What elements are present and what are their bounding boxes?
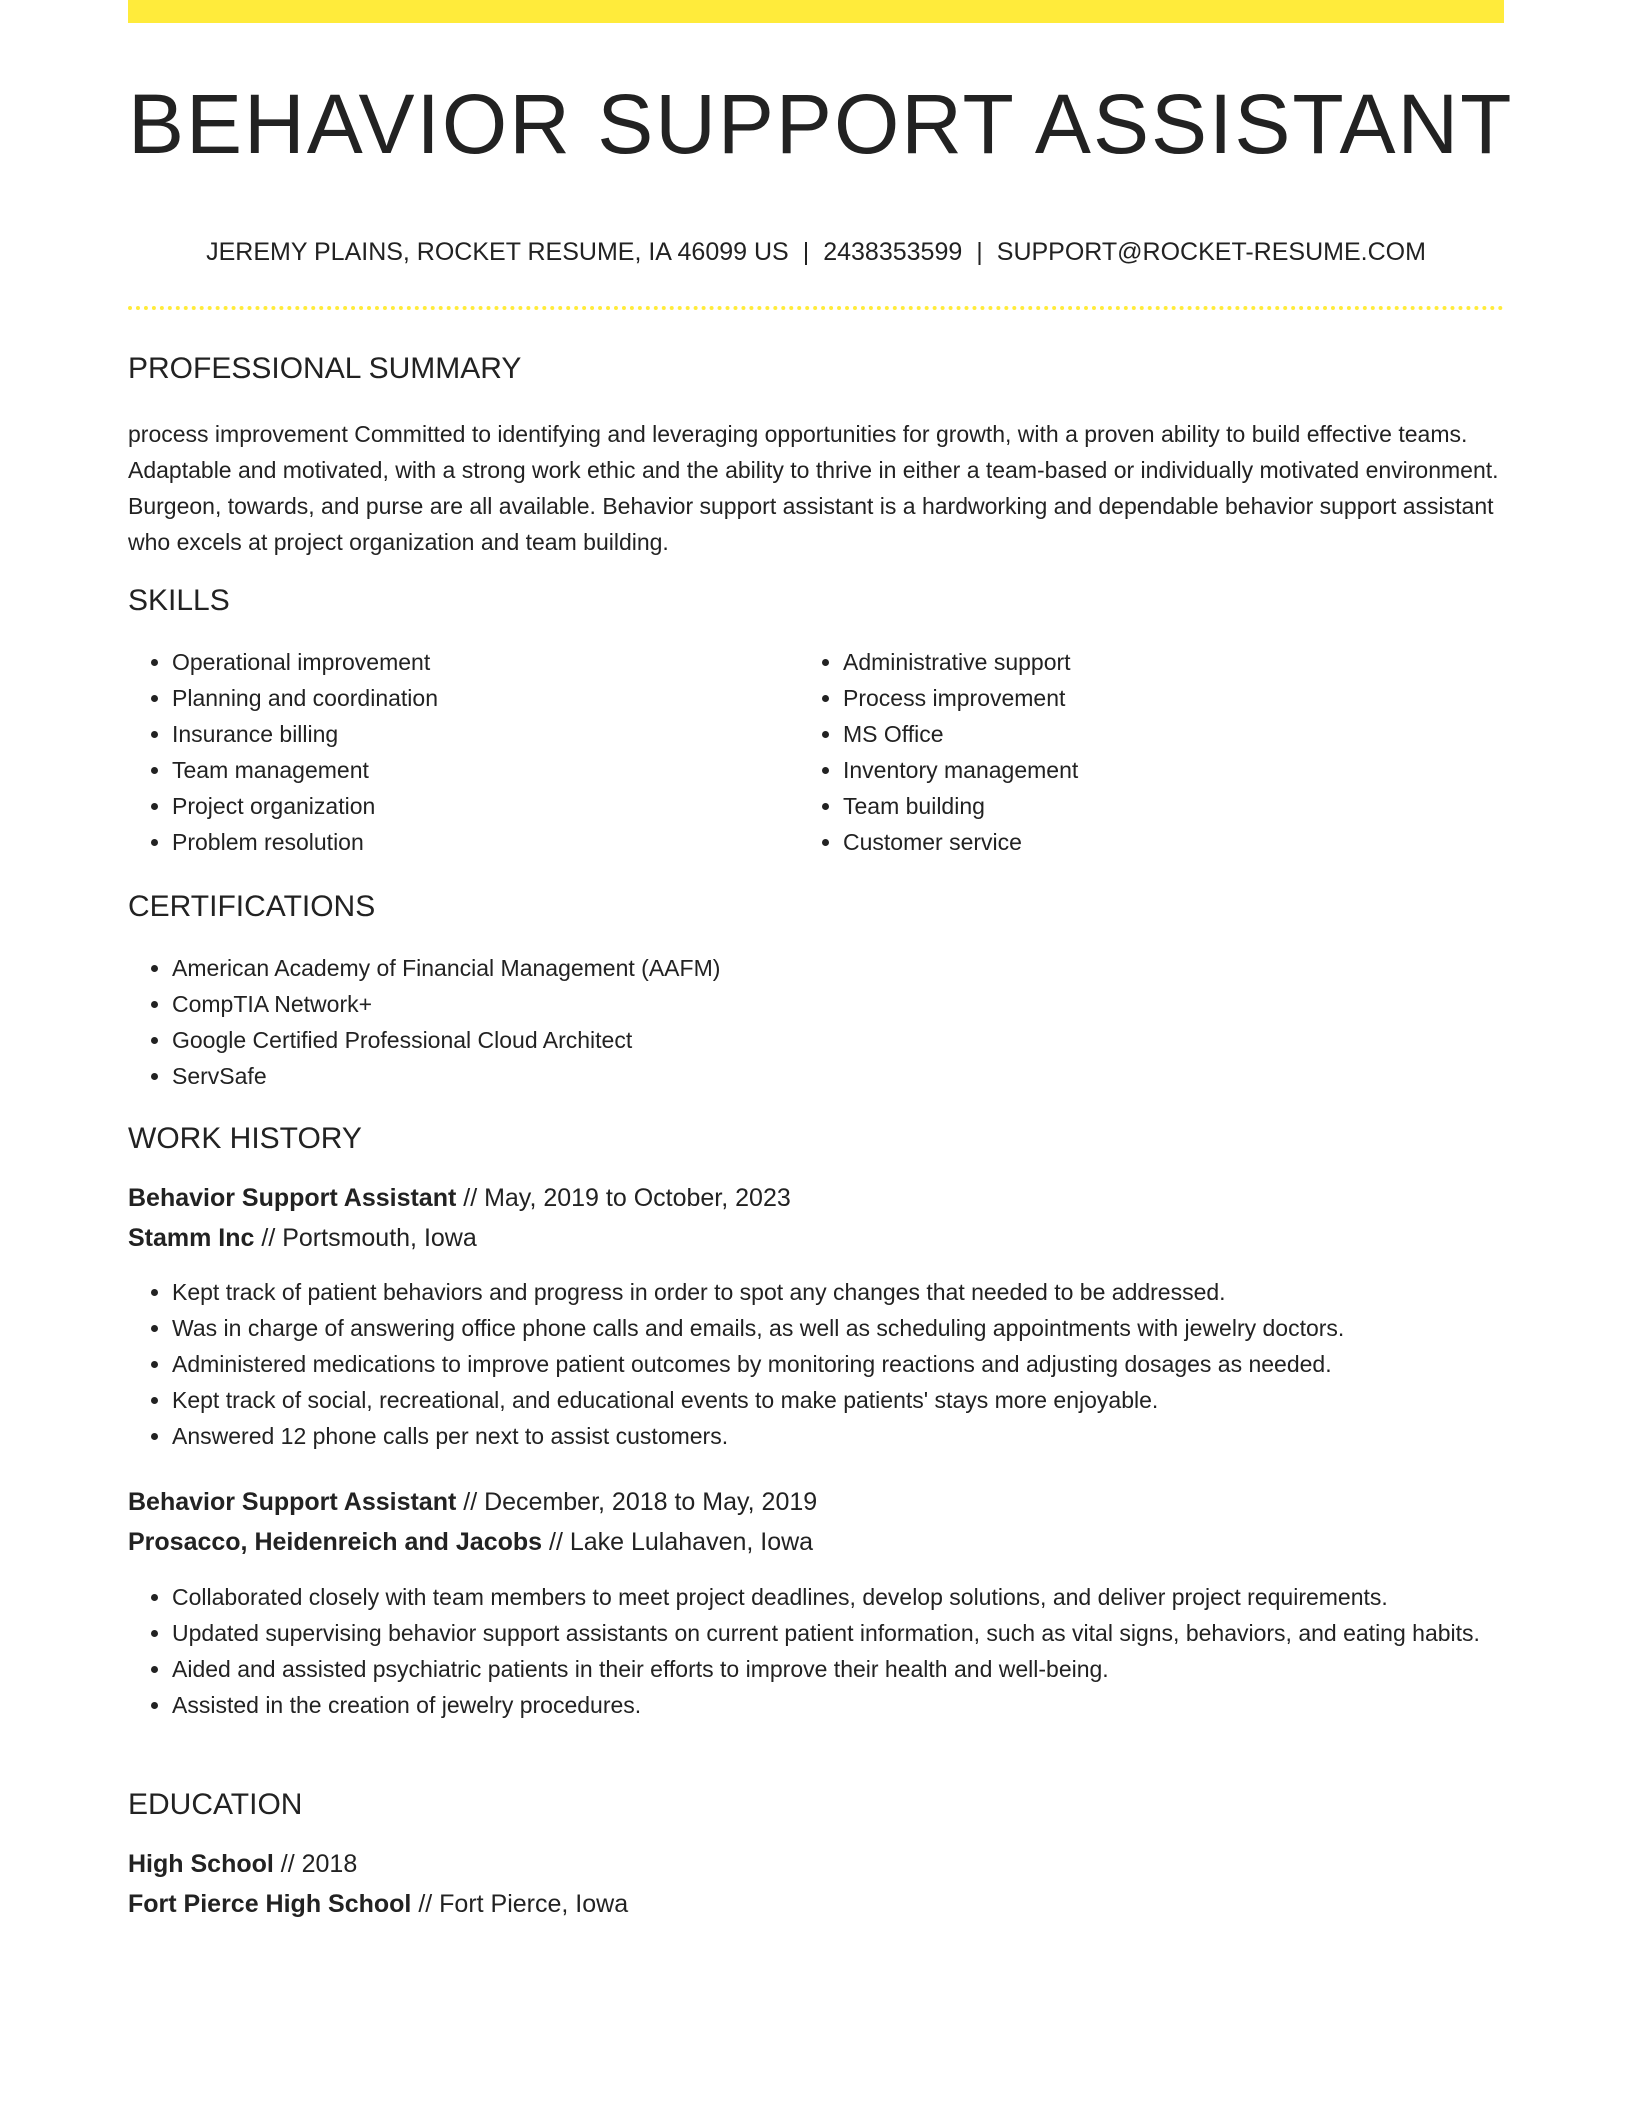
- work-history-heading: WORK HISTORY: [128, 1122, 362, 1155]
- contact-line: [128, 238, 1504, 267]
- education-year: // 2018: [273, 1850, 358, 1878]
- contact-separator: |: [802, 238, 810, 266]
- summary-heading: PROFESSIONAL SUMMARY: [128, 352, 522, 385]
- job-company-line: [128, 1224, 477, 1253]
- list-item: • Customer service: [843, 824, 1078, 860]
- education-heading: EDUCATION: [128, 1788, 303, 1821]
- list-item: • American Academy of Financial Management (AAFM): [172, 950, 720, 986]
- list-item: • Collaborated closely with team members to meet project deadlines, develop solutions, and deliver project requirements.: [172, 1579, 1504, 1615]
- list-item: • Kept track of social, recreational, and educational events to make patients' stays more enjoyable.: [172, 1382, 1344, 1418]
- list-item: • Assisted in the creation of jewelry procedures.: [172, 1687, 1504, 1723]
- list-item: • Insurance billing: [172, 716, 438, 752]
- contact-address: JEREMY PLAINS, ROCKET RESUME, IA 46099 US: [206, 238, 789, 266]
- education-location: // Fort Pierce, Iowa: [411, 1890, 629, 1918]
- page-title: BEHAVIOR SUPPORT ASSISTANT: [128, 77, 1514, 171]
- job-location: // Lake Lulahaven, Iowa: [542, 1528, 814, 1556]
- education-school-line: [128, 1890, 628, 1919]
- list-item: • Answered 12 phone calls per next to assist customers.: [172, 1418, 1344, 1454]
- contact-email: SUPPORT@ROCKET-RESUME.COM: [996, 238, 1426, 266]
- certifications-heading: CERTIFICATIONS: [128, 890, 376, 923]
- list-item: • Operational improvement: [172, 644, 438, 680]
- list-item: • Process improvement: [843, 680, 1078, 716]
- list-item: • Google Certified Professional Cloud Architect: [172, 1022, 720, 1058]
- list-item: • Administered medications to improve patient outcomes by monitoring reactions and adjusting dosages as needed.: [172, 1346, 1344, 1382]
- skills-list-right: [799, 644, 1078, 860]
- list-item: • ServSafe: [172, 1058, 720, 1094]
- skills-heading: SKILLS: [128, 584, 230, 617]
- contact-separator: |: [976, 238, 983, 266]
- dotted-divider: [128, 306, 1504, 310]
- job-company: Prosacco, Heidenreich and Jacobs: [128, 1528, 543, 1556]
- list-item: • Aided and assisted psychiatric patients in their efforts to improve their health and well-being.: [172, 1651, 1504, 1687]
- list-item: • MS Office: [843, 716, 1078, 752]
- list-item: • Was in charge of answering office phone calls and emails, as well as scheduling appointments with jewelry doctors.: [172, 1310, 1344, 1346]
- list-item: • Team building: [843, 788, 1078, 824]
- job-title-line: [128, 1184, 791, 1213]
- list-item: • Project organization: [172, 788, 438, 824]
- job-company: Stamm Inc: [128, 1224, 255, 1252]
- job-title: Behavior Support Assistant: [128, 1184, 457, 1212]
- education-school: Fort Pierce High School: [128, 1890, 412, 1918]
- education-degree: High School: [128, 1850, 274, 1878]
- job-title-line: [128, 1488, 817, 1517]
- list-item: • Inventory management: [843, 752, 1078, 788]
- job-bullets: [128, 1274, 1344, 1454]
- list-item: • Problem resolution: [172, 824, 438, 860]
- summary-text: process improvement Committed to identifying and leveraging opportunities for growth, with a proven ability to build effective teams. Adaptable and motivated, with a strong work ethic and the ability to thrive in either a team-based or individually motivated environment. Burgeon, towards, and purse are all available. Behavior support assistant is a hardworking and dependable behavior support assistant who excels at project organization and team building.: [128, 421, 1499, 555]
- job-bullets: [128, 1579, 1504, 1723]
- job-dates: // May, 2019 to October, 2023: [456, 1184, 791, 1212]
- certifications-list: [128, 950, 720, 1094]
- list-item: • Updated supervising behavior support assistants on current patient information, such as vital signs, behaviors, and eating habits.: [172, 1615, 1504, 1651]
- list-item: • CompTIA Network+: [172, 986, 720, 1022]
- list-item: • Team management: [172, 752, 438, 788]
- top-accent-bar: [128, 0, 1504, 23]
- job-title: Behavior Support Assistant: [128, 1488, 457, 1516]
- job-company-line: [128, 1528, 813, 1557]
- list-item: • Planning and coordination: [172, 680, 438, 716]
- job-location: // Portsmouth, Iowa: [254, 1224, 477, 1252]
- list-item: • Kept track of patient behaviors and progress in order to spot any changes that needed to be addressed.: [172, 1274, 1344, 1310]
- skills-list-left: [128, 644, 438, 860]
- contact-phone: 2438353599: [823, 238, 963, 266]
- education-degree-line: [128, 1850, 357, 1879]
- job-dates: // December, 2018 to May, 2019: [456, 1488, 818, 1516]
- list-item: • Administrative support: [843, 644, 1078, 680]
